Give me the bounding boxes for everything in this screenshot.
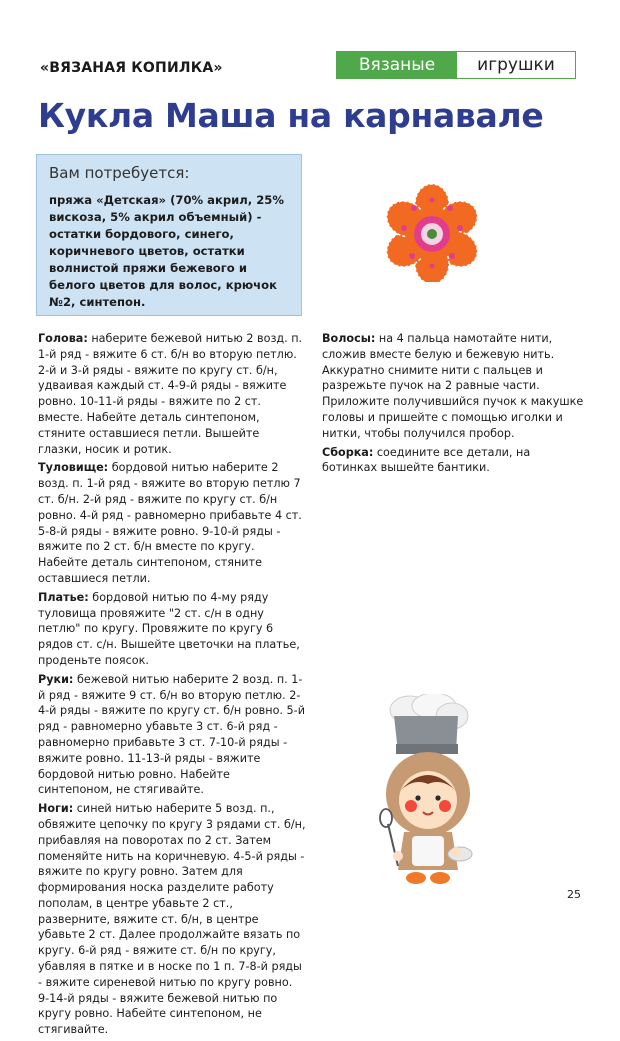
section-legs: Ноги: синей нитью наберите 5 возд. п., обвяжите цепочку по кругу 3 рядами ст. б/н, прибавляя на поворотах по 2 ст. Затем поменяйте нить на коричневую. 4-5-й ряды - вяжите по кругу ровно. Затем для формирования носка разделите работу пополам, в центре убавьте 2 ст., разверните, вяжите ст. б/н, в центре убавьте 2 ст. Далее продолжайте вязать по кругу. 6-й ряд - вяжите ст. б/н по кругу, убавляя в пятке и в носке по 1 п. 7-8-й ряды - вяжите сиреневой нитью по кругу ровно. 9-14-й ряды - вяжите бежевой нитью по кругу ровно. Набейте синтепоном, не стягивайте. [38,802,306,1037]
rubric-label: «ВЯЗАНАЯ КОПИЛКА» [40,60,223,76]
flower-icon [372,182,492,282]
category-badge [336,51,576,79]
section-body: Туловище: бордовой нитью наберите 2 возд. п. 1-й ряд - вяжите во вторую петлю 7 ст. б/н. 2-й ряд - вяжите по кругу ст. б/н ровно. 4-й ряд - равномерно прибавьте 4 ст. 5-8-й ряды - вяжите ровно. 9-10-й ряды - вяжите по 2 ст. б/н вместе по кругу. Набейте деталь синтепоном, стяните оставшиеся петли. [38,461,302,585]
section-assembly: Сборка: соедините все детали, на ботинках вышейте бантики. [322,445,531,475]
page-title: Кукла Маша на карнавале [38,96,544,135]
materials-heading: Вам потребуется: [49,164,190,182]
page-number: 25 [567,888,581,901]
materials-text: пряжа «Детская» (70% акрил, 25% вискоза, 5% акрил объемный) - остатки бордового, синего, коричневого цветов, остатки волнистой пряжи бежевого и белого цветов для волос, крючок №2, синтепон. [49,193,284,309]
instructions-column-right [322,331,584,479]
category-primary: Вязаные [337,52,457,78]
section-dress: Платье: бордовой нитью по 4-му ряду туловища провяжите "2 ст. с/н в одну петлю" по кругу. Провяжите по кругу 6 рядов ст. с/н. Вышейте цветочки на платье, проденьте поясок. [38,590,300,667]
instructions-column-left [38,331,306,1041]
section-head: Голова: наберите бежевой нитью 2 возд. п. 1-й ряд - вяжите 6 ст. б/н во вторую петлю. 2-й и 3-й ряды - вяжите по кругу ст. б/н, удваивая каждый ст. 4-9-й ряды - вяжите ровно. 10-11-й ряды - вяжите по 2 ст. вместе. Набейте деталь синтепоном, стяните оставшиеся петли. Вышейте глазки, носик и ротик. [38,332,303,456]
materials-box [36,154,302,316]
chef-doll-illustration [368,694,498,890]
section-arms: Руки: бежевой нитью наберите 2 возд. п. 1-й ряд - вяжите 9 ст. б/н во вторую петлю. 2-4-й ряды - вяжите по кругу ст. б/н ровно. 5-й ряд - равномерно убавьте 3 ст. 6-й ряд - равномерно прибавьте 3 ст. 7-10-й ряды - вяжите ровно. 11-13-й ряды - вяжите бордовой нитью ровно. Набейте синтепоном, не стягивайте. [38,672,305,797]
category-secondary: игрушки [457,52,575,78]
section-hair: Волосы: на 4 пальца намотайте нити, сложив вместе белую и бежевую нить. Аккуратно снимите нити с пальцев и разрежьте пучок на 2 равные части. Приложите получившийся пучок к макушке головы и пришейте с помощью иголки и нитки, чтобы получился пробор. [322,332,584,440]
